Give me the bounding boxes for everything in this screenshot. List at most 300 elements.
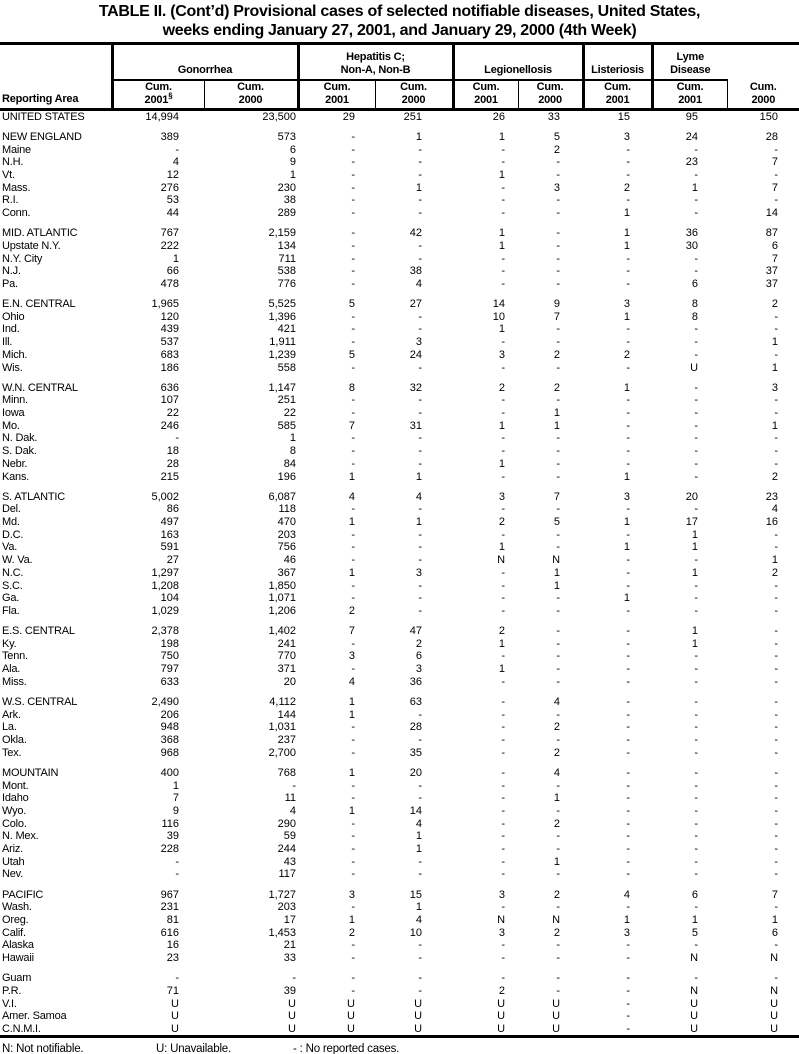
value-cell: 35 [409, 746, 423, 759]
value-cell: - [351, 817, 355, 830]
value-cell: 2 [348, 926, 355, 939]
value-cell: 6 [289, 143, 296, 156]
value-cell: - [626, 779, 631, 792]
value-cell: - [351, 143, 355, 156]
table-header [0, 44, 799, 110]
value-cell: - [175, 868, 179, 881]
group-header-listeriosis: Listeriosis [583, 44, 652, 80]
value-cell: 1 [172, 252, 179, 265]
value-cell: 196 [277, 470, 296, 483]
value-cell: 3 [415, 336, 423, 349]
value-cell: 367 [277, 566, 296, 579]
spacer-row [0, 617, 799, 625]
table-row [0, 914, 799, 927]
value-cell: - [626, 1022, 631, 1035]
value-cell: 14,994 [145, 111, 179, 123]
reporting-area-cell: Ky. [2, 637, 17, 650]
value-cell: - [694, 194, 699, 207]
value-cell: 7 [771, 156, 779, 169]
table-row [0, 516, 799, 529]
value-cell: - [626, 952, 631, 965]
value-cell: - [774, 637, 779, 650]
value-cell: - [556, 868, 561, 881]
value-cell: 4 [415, 914, 423, 927]
value-cell: - [774, 939, 779, 952]
value-cell: - [694, 381, 699, 394]
reporting-area-cell: Guam [2, 972, 32, 985]
value-cell: - [626, 625, 631, 638]
value-cell: 1 [553, 419, 561, 432]
table-row [0, 169, 799, 182]
value-cell: 770 [277, 650, 296, 663]
reporting-area-cell: Conn. [2, 206, 31, 219]
value-cell: 3 [415, 663, 423, 676]
table-row [0, 817, 799, 830]
reporting-area-cell: N. Dak. [2, 432, 38, 445]
reporting-area-cell: Idaho [2, 792, 29, 805]
table-row [0, 445, 799, 458]
value-cell: 4 [348, 675, 355, 688]
value-cell: - [501, 206, 506, 219]
value-cell: 1 [498, 541, 506, 554]
value-cell: - [774, 323, 779, 336]
table-row [0, 926, 799, 939]
table-row [0, 194, 799, 207]
value-cell: - [418, 194, 423, 207]
value-cell: 237 [277, 734, 296, 747]
value-cell: - [556, 206, 561, 219]
value-cell: 1 [348, 566, 355, 579]
table-row [0, 1023, 799, 1037]
value-cell: - [626, 997, 631, 1010]
reporting-area-cell: Miss. [2, 675, 27, 688]
reporting-area-cell: Minn. [2, 394, 28, 407]
value-cell: - [556, 675, 561, 688]
value-cell: - [694, 592, 699, 605]
value-cell: - [774, 592, 779, 605]
reporting-area-cell: N.H. [2, 156, 24, 169]
table-row [0, 746, 799, 759]
value-cell: - [556, 239, 561, 252]
value-cell: 2 [553, 746, 561, 759]
value-cell: - [556, 972, 561, 985]
value-cell: U [414, 1010, 423, 1023]
value-cell: 12 [166, 168, 179, 181]
reporting-area-cell: Okla. [2, 734, 27, 747]
value-cell: - [694, 579, 699, 592]
value-cell: - [694, 252, 699, 265]
value-cell: 150 [759, 111, 779, 123]
value-cell: 9 [289, 156, 296, 169]
value-cell: - [694, 348, 699, 361]
notifiable-diseases-table [0, 42, 799, 1038]
value-cell: 1,402 [268, 625, 296, 638]
value-cell: 3 [415, 566, 423, 579]
value-cell: 1 [348, 914, 355, 927]
value-cell: - [694, 901, 699, 914]
value-cell: - [351, 265, 355, 278]
value-cell: - [292, 779, 296, 792]
value-cell: - [774, 675, 779, 688]
value-cell: - [351, 663, 355, 676]
value-cell: 20 [685, 490, 699, 503]
value-cell: U [497, 997, 506, 1010]
value-cell: - [351, 855, 355, 868]
value-cell: 2 [623, 348, 631, 361]
value-cell: - [694, 817, 699, 830]
value-cell: 244 [277, 843, 296, 856]
reporting-area-cell: Kans. [2, 470, 30, 483]
value-cell: - [774, 868, 779, 881]
table-row [0, 110, 799, 124]
value-cell: - [351, 868, 355, 881]
table-row [0, 985, 799, 998]
value-cell: 144 [277, 708, 296, 721]
value-cell: - [556, 830, 561, 843]
value-cell: 1 [289, 168, 296, 181]
value-cell: - [774, 734, 779, 747]
value-cell: - [694, 855, 699, 868]
value-cell: 2 [771, 470, 779, 483]
value-cell: - [351, 432, 355, 445]
table-row [0, 952, 799, 965]
value-cell: - [351, 130, 355, 143]
value-cell: - [501, 592, 506, 605]
value-cell: 71 [166, 984, 179, 997]
value-cell: - [774, 168, 779, 181]
value-cell: - [501, 156, 506, 169]
value-cell: - [626, 457, 631, 470]
value-cell: - [501, 265, 506, 278]
value-cell: 9 [172, 805, 179, 818]
value-cell: - [774, 579, 779, 592]
reporting-area-cell: Fla. [2, 604, 20, 617]
table-row [0, 227, 799, 240]
col-header-legionellosis-2001: Cum. 2001 [453, 80, 518, 110]
value-cell: 8 [691, 310, 699, 323]
value-cell: 470 [277, 516, 296, 529]
value-cell: - [501, 792, 506, 805]
value-cell: - [626, 361, 631, 374]
value-cell: - [774, 901, 779, 914]
value-cell: 1 [623, 227, 631, 240]
value-cell: 478 [160, 277, 179, 290]
value-cell: - [694, 554, 699, 567]
value-cell: N [690, 952, 699, 965]
table-row [0, 181, 799, 194]
value-cell: 558 [277, 361, 296, 374]
value-cell: - [418, 394, 423, 407]
value-cell: 797 [160, 663, 179, 676]
value-cell: 1,147 [268, 381, 296, 394]
value-cell: - [418, 579, 423, 592]
reporting-area-cell: Mont. [2, 779, 29, 792]
value-cell: - [501, 817, 506, 830]
table-row [0, 997, 799, 1010]
value-cell: 1 [498, 227, 506, 240]
reporting-area-cell: NEW ENGLAND [2, 130, 82, 143]
value-cell: 1 [623, 470, 631, 483]
value-cell: 14 [409, 805, 423, 818]
value-cell: 118 [278, 503, 296, 516]
value-cell: 585 [277, 419, 296, 432]
value-cell: - [501, 972, 506, 985]
value-cell: 368 [160, 734, 179, 747]
group-header-gonorrhea: Gonorrhea [112, 44, 298, 80]
value-cell: 1,206 [268, 604, 296, 617]
reporting-area-cell: Ohio [2, 310, 25, 323]
value-cell: - [774, 663, 779, 676]
value-cell: 3 [498, 348, 506, 361]
value-cell: 24 [409, 348, 423, 361]
value-cell: - [694, 746, 699, 759]
value-cell: 4 [553, 766, 561, 779]
value-cell: 222 [160, 239, 179, 252]
table-row [0, 779, 799, 792]
value-cell: - [774, 445, 779, 458]
value-cell: 116 [161, 817, 179, 830]
value-cell: 2 [553, 143, 561, 156]
value-cell: - [774, 528, 779, 541]
value-cell: - [556, 592, 561, 605]
value-cell: 107 [160, 394, 179, 407]
value-cell: 23 [765, 490, 779, 503]
table-row [0, 207, 799, 220]
value-cell: - [774, 194, 779, 207]
value-cell: - [501, 843, 506, 856]
value-cell: 17 [283, 914, 296, 927]
value-cell: - [351, 952, 355, 965]
reporting-area-cell: Ill. [2, 336, 13, 349]
value-cell: 7 [553, 310, 561, 323]
value-cell: - [694, 972, 699, 985]
value-cell: 3 [498, 926, 506, 939]
value-cell: - [774, 541, 779, 554]
value-cell: 1 [348, 516, 355, 529]
value-cell: - [556, 637, 561, 650]
value-cell: U [347, 997, 355, 1010]
reporting-area-cell: Md. [2, 516, 20, 529]
value-cell: 27 [409, 298, 423, 311]
table-row [0, 855, 799, 868]
value-cell: - [556, 650, 561, 663]
table-body [0, 110, 799, 1037]
value-cell: 768 [277, 766, 296, 779]
value-cell: - [774, 779, 779, 792]
value-cell: 3 [348, 888, 355, 901]
value-cell: - [351, 528, 355, 541]
value-cell: 1 [348, 470, 355, 483]
value-cell: 1 [498, 457, 506, 470]
value-cell: - [418, 457, 423, 470]
reporting-area-cell: E.N. CENTRAL [2, 298, 76, 311]
footnote-unavailable: U: Unavailable. [156, 1042, 231, 1054]
value-cell: - [418, 445, 423, 458]
value-cell: - [418, 143, 423, 156]
value-cell: - [694, 868, 699, 881]
value-cell: 636 [160, 381, 179, 394]
reporting-area-cell: Tex. [2, 746, 22, 759]
value-cell: 87 [765, 227, 779, 240]
value-cell: - [175, 143, 179, 156]
value-cell: 30 [685, 239, 699, 252]
value-cell: - [774, 746, 779, 759]
value-cell: - [501, 407, 506, 420]
value-cell: - [351, 554, 355, 567]
value-cell: 2,700 [268, 746, 296, 759]
value-cell: - [556, 432, 561, 445]
reporting-area-cell: Nebr. [2, 457, 28, 470]
value-cell: 1,453 [268, 926, 296, 939]
value-cell: - [694, 792, 699, 805]
reporting-area-cell: S.C. [2, 579, 23, 592]
value-cell: - [694, 407, 699, 420]
value-cell: - [626, 734, 631, 747]
spacer-row [0, 374, 799, 382]
value-cell: - [626, 675, 631, 688]
value-cell: - [626, 528, 631, 541]
group-header-hepatitis-c: Hepatitis C; Non-A, Non-B [298, 44, 453, 80]
table-row [0, 605, 799, 618]
value-cell: - [556, 708, 561, 721]
value-cell: - [501, 143, 506, 156]
value-cell: - [501, 445, 506, 458]
reporting-area-cell: Ga. [2, 592, 20, 605]
value-cell: - [626, 156, 631, 169]
reporting-area-cell: E.S. CENTRAL [2, 625, 75, 638]
reporting-area-cell: Utah [2, 855, 25, 868]
table-row [0, 567, 799, 580]
value-cell: - [556, 336, 561, 349]
table-row [0, 503, 799, 516]
value-cell: 616 [160, 926, 179, 939]
col-header-gonorrhea-2001: Cum. 2001§ [112, 80, 204, 110]
table-row [0, 625, 799, 638]
spacer-row [0, 964, 799, 972]
value-cell: - [501, 746, 506, 759]
table-row [0, 458, 799, 471]
table-row [0, 278, 799, 291]
value-cell: 1 [623, 206, 631, 219]
value-cell: - [351, 779, 355, 792]
value-cell: - [556, 457, 561, 470]
value-cell: 3 [498, 888, 506, 901]
value-cell: 37 [765, 277, 779, 290]
value-cell: 36 [409, 675, 423, 688]
value-cell: 4 [415, 817, 423, 830]
value-cell: - [351, 277, 355, 290]
value-cell: - [351, 252, 355, 265]
reporting-area-cell: N.Y. City [2, 252, 43, 265]
reporting-area-cell: Mass. [2, 181, 31, 194]
reporting-area-cell: V.I. [2, 997, 17, 1010]
value-cell: 1 [553, 855, 561, 868]
value-cell: - [774, 843, 779, 856]
value-cell: 2 [498, 516, 506, 529]
value-cell: 776 [277, 277, 296, 290]
value-cell: - [626, 265, 631, 278]
value-cell: - [501, 277, 506, 290]
table-row [0, 972, 799, 985]
value-cell: - [418, 939, 423, 952]
value-cell: - [774, 817, 779, 830]
value-cell: - [626, 566, 631, 579]
value-cell: 33 [547, 111, 561, 123]
reporting-area-cell: Iowa [2, 407, 25, 420]
value-cell: 497 [160, 516, 179, 529]
value-cell: 198 [160, 637, 179, 650]
value-cell: 2 [553, 926, 561, 939]
value-cell: 1 [623, 541, 631, 554]
value-cell: - [626, 939, 631, 952]
value-cell: 948 [160, 721, 179, 734]
reporting-area-cell: Del. [2, 503, 21, 516]
value-cell: 371 [277, 663, 296, 676]
value-cell: - [418, 432, 423, 445]
value-cell: - [556, 952, 561, 965]
value-cell: 2 [498, 625, 506, 638]
table-row [0, 830, 799, 843]
value-cell: - [694, 470, 699, 483]
value-cell: - [501, 779, 506, 792]
value-cell: 251 [403, 111, 423, 123]
value-cell: - [626, 972, 631, 985]
value-cell: - [351, 637, 355, 650]
value-cell: - [351, 323, 355, 336]
value-cell: - [694, 445, 699, 458]
value-cell: 28 [166, 457, 179, 470]
value-cell: 7 [771, 888, 779, 901]
value-cell: 1 [623, 310, 631, 323]
value-cell: 2,378 [151, 625, 179, 638]
value-cell: 1 [348, 805, 355, 818]
value-cell: 1 [553, 579, 561, 592]
value-cell: 2 [553, 817, 561, 830]
value-cell: - [556, 265, 561, 278]
value-cell: 7 [553, 490, 561, 503]
value-cell: 1 [498, 637, 506, 650]
value-cell: 163 [160, 528, 179, 541]
value-cell: - [351, 394, 355, 407]
value-cell: - [556, 663, 561, 676]
value-cell: U [552, 1010, 561, 1023]
table-row [0, 650, 799, 663]
reporting-area-cell: Wash. [2, 901, 32, 914]
value-cell: 120 [160, 310, 179, 323]
value-cell: 1,727 [268, 888, 296, 901]
value-cell: - [418, 528, 423, 541]
spacer-row [0, 688, 799, 696]
value-cell: 2 [771, 298, 779, 311]
value-cell: - [501, 528, 506, 541]
value-cell: 1 [348, 696, 355, 709]
col-header-listeriosis-2001: Cum. 2001 [583, 80, 652, 110]
col-header-hepc-2001: Cum. 2001 [298, 80, 375, 110]
reporting-area-cell: R.I. [2, 194, 19, 207]
subheader-row [0, 80, 799, 110]
value-cell: 7 [172, 792, 179, 805]
value-cell: 203 [277, 901, 296, 914]
value-cell: - [774, 625, 779, 638]
table-row [0, 868, 799, 881]
value-cell: 6 [771, 926, 779, 939]
value-cell: - [774, 457, 779, 470]
value-cell: 16 [166, 939, 179, 952]
value-cell: - [418, 156, 423, 169]
value-cell: 7 [771, 252, 779, 265]
value-cell: 20 [283, 675, 296, 688]
value-cell: - [418, 592, 423, 605]
